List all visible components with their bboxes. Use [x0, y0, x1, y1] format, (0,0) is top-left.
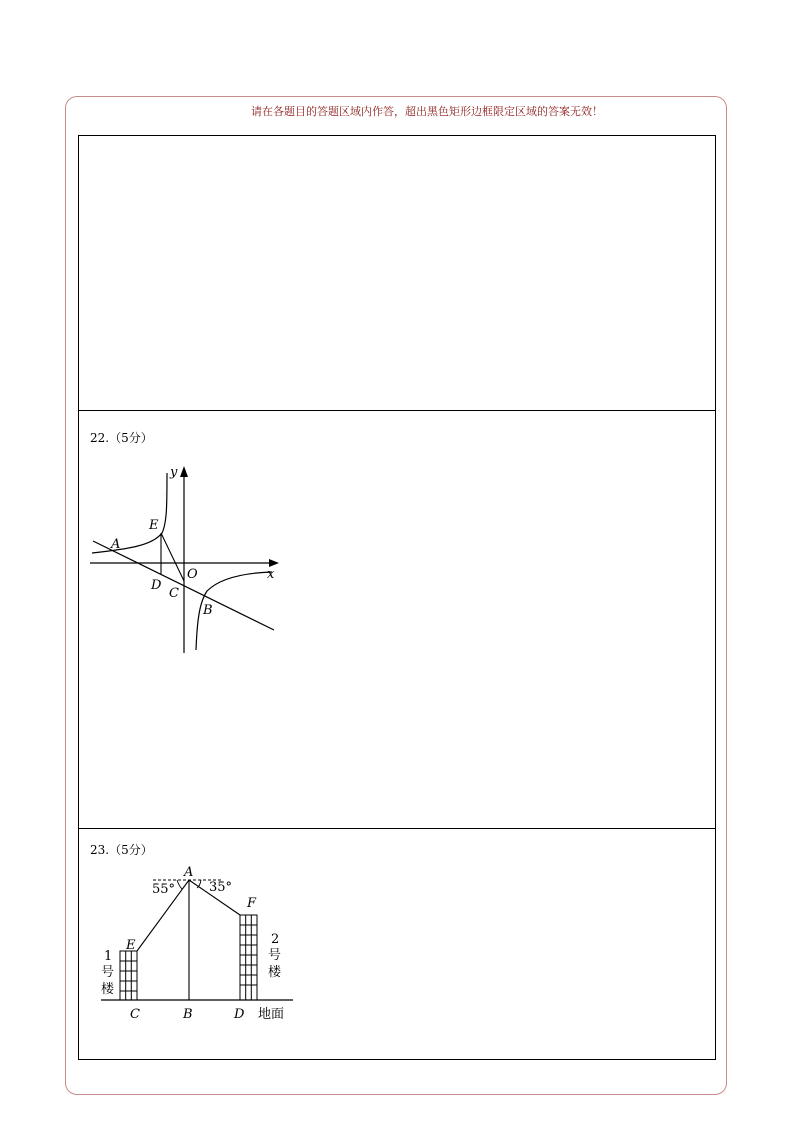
answer-area-21[interactable]	[78, 135, 716, 411]
building-1	[120, 951, 137, 1000]
label-d: D	[151, 578, 162, 593]
angle-55: 55°	[152, 882, 176, 897]
label-b: B	[183, 1007, 193, 1022]
label-y: y	[170, 465, 178, 480]
figure-23-buildings	[97, 863, 297, 1023]
answer-area-23[interactable]	[78, 828, 716, 1060]
label-f: F	[247, 896, 257, 911]
question-points: （5分）	[109, 843, 153, 857]
label-a: A	[184, 865, 194, 880]
segment-ec	[161, 533, 184, 581]
label-ground: 地面	[258, 1007, 285, 1022]
label-d: D	[234, 1007, 245, 1022]
label-c: C	[169, 586, 179, 601]
figure-22-graph	[87, 463, 287, 658]
label-o: O	[187, 567, 198, 582]
angle-arc-left	[177, 880, 182, 889]
label-c: C	[130, 1007, 140, 1022]
building1-hao: 号	[101, 965, 115, 980]
question-22-label	[90, 429, 153, 446]
label-e: E	[149, 518, 159, 533]
building2-hao: 号	[268, 948, 282, 963]
building2-number: 2	[271, 932, 280, 947]
question-23-label	[90, 841, 153, 858]
label-e: E	[126, 938, 136, 953]
building2-lou: 楼	[268, 965, 282, 980]
question-number: 23.	[90, 843, 110, 857]
question-number: 22.	[90, 431, 110, 445]
angle-35: 35°	[209, 880, 233, 895]
building1-lou: 楼	[101, 982, 115, 997]
building-2	[240, 915, 257, 1000]
answer-area-22[interactable]	[78, 410, 716, 829]
answer-notice: 请在各题目的答题区域内作答，超出黑色矩形边框限定区域的答案无效！	[251, 105, 603, 118]
hyperbola-branch-left	[92, 473, 167, 553]
question-points: （5分）	[109, 431, 153, 445]
building1-number: 1	[104, 949, 113, 964]
label-b: B	[203, 603, 213, 618]
label-a: A	[111, 537, 121, 552]
x-axis-arrow	[269, 559, 279, 567]
y-axis-arrow	[180, 466, 188, 477]
label-x: x	[267, 567, 275, 582]
